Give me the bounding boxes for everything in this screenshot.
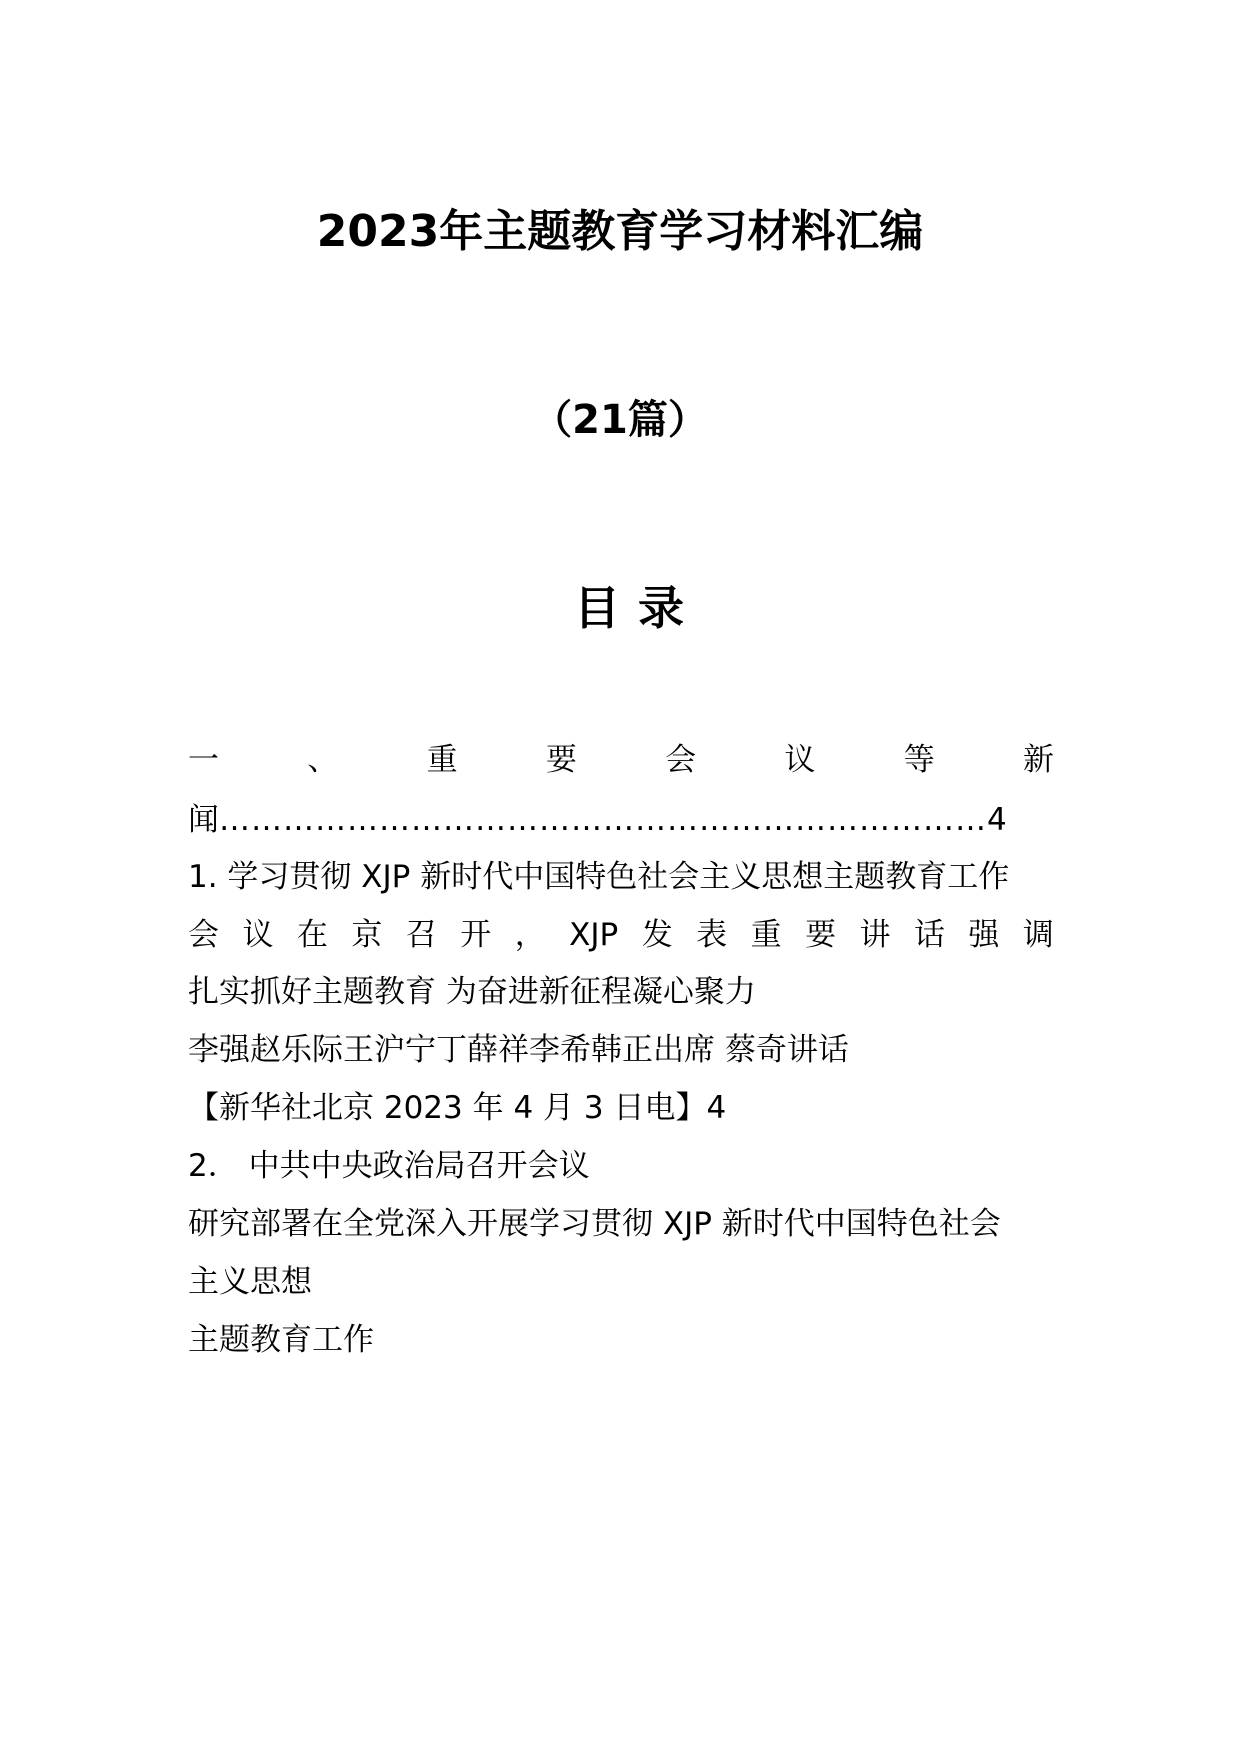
toc-word: 表 [696, 917, 728, 953]
document-subtitle: （21篇） [532, 397, 708, 443]
toc-word: 强 [968, 917, 1000, 953]
toc-word: 调 [1022, 917, 1054, 953]
toc-char: 一 [188, 742, 219, 778]
toc-word: 会 [188, 917, 219, 953]
toc-word: 发 [641, 917, 673, 953]
toc-word: 在 [296, 917, 328, 953]
toc-word: 要 [805, 917, 837, 953]
toc-item-1-line-1[interactable]: 1. 学习贯彻 XJP 新时代中国特色社会主义思想主题教育工作 [188, 859, 1010, 895]
toc-item-2-line-4[interactable]: 主题教育工作 [188, 1322, 374, 1358]
toc-word: ， [514, 917, 546, 953]
toc-item-2-line-1[interactable]: 2． 中共中央政治局召开会议 [188, 1148, 590, 1184]
toc-section-1-heading[interactable] [188, 742, 1054, 778]
toc-word: 议 [242, 917, 274, 953]
toc-char: 新 [1022, 742, 1054, 778]
toc-item-2-line-2[interactable]: 研究部署在全党深入开展学习贯彻 XJP 新时代中国特色社会 [188, 1206, 1001, 1242]
toc-char: 要 [545, 742, 577, 778]
toc-page-number: 4 [987, 802, 1007, 838]
toc-word: 开 [460, 917, 492, 953]
toc-char: 等 [903, 742, 935, 778]
document-title: 2023年主题教育学习材料汇编 [316, 206, 924, 257]
toc-text: 闻 [188, 802, 219, 838]
toc-word: 讲 [859, 917, 891, 953]
toc-item-1-line-4[interactable]: 李强赵乐际王沪宁丁薛祥李希韩正出席 蔡奇讲话 [188, 1032, 849, 1068]
toc-word: 话 [913, 917, 945, 953]
toc-word: 重 [750, 917, 782, 953]
toc-item-1-line-3[interactable]: 扎实抓好主题教育 为奋进新征程凝心聚力 [188, 974, 756, 1010]
toc-item-1-line-2[interactable] [188, 917, 1054, 953]
toc-word: 京 [351, 917, 383, 953]
toc-section-1-continuation[interactable] [188, 802, 1054, 838]
toc-item-1-line-5[interactable]: 【新华社北京 2023 年 4 月 3 日电】4 [188, 1090, 727, 1126]
toc-dot-leader: ……………………………………………………………… [219, 802, 987, 838]
toc-char: 会 [665, 742, 697, 778]
toc-char: 议 [784, 742, 816, 778]
toc-heading: 目录 [574, 581, 702, 635]
toc-word: 召 [405, 917, 437, 953]
toc-word: XJP [569, 917, 619, 953]
toc-char: 、 [307, 742, 339, 778]
toc-char: 重 [426, 742, 458, 778]
toc-item-2-line-3[interactable]: 主义思想 [188, 1264, 312, 1300]
